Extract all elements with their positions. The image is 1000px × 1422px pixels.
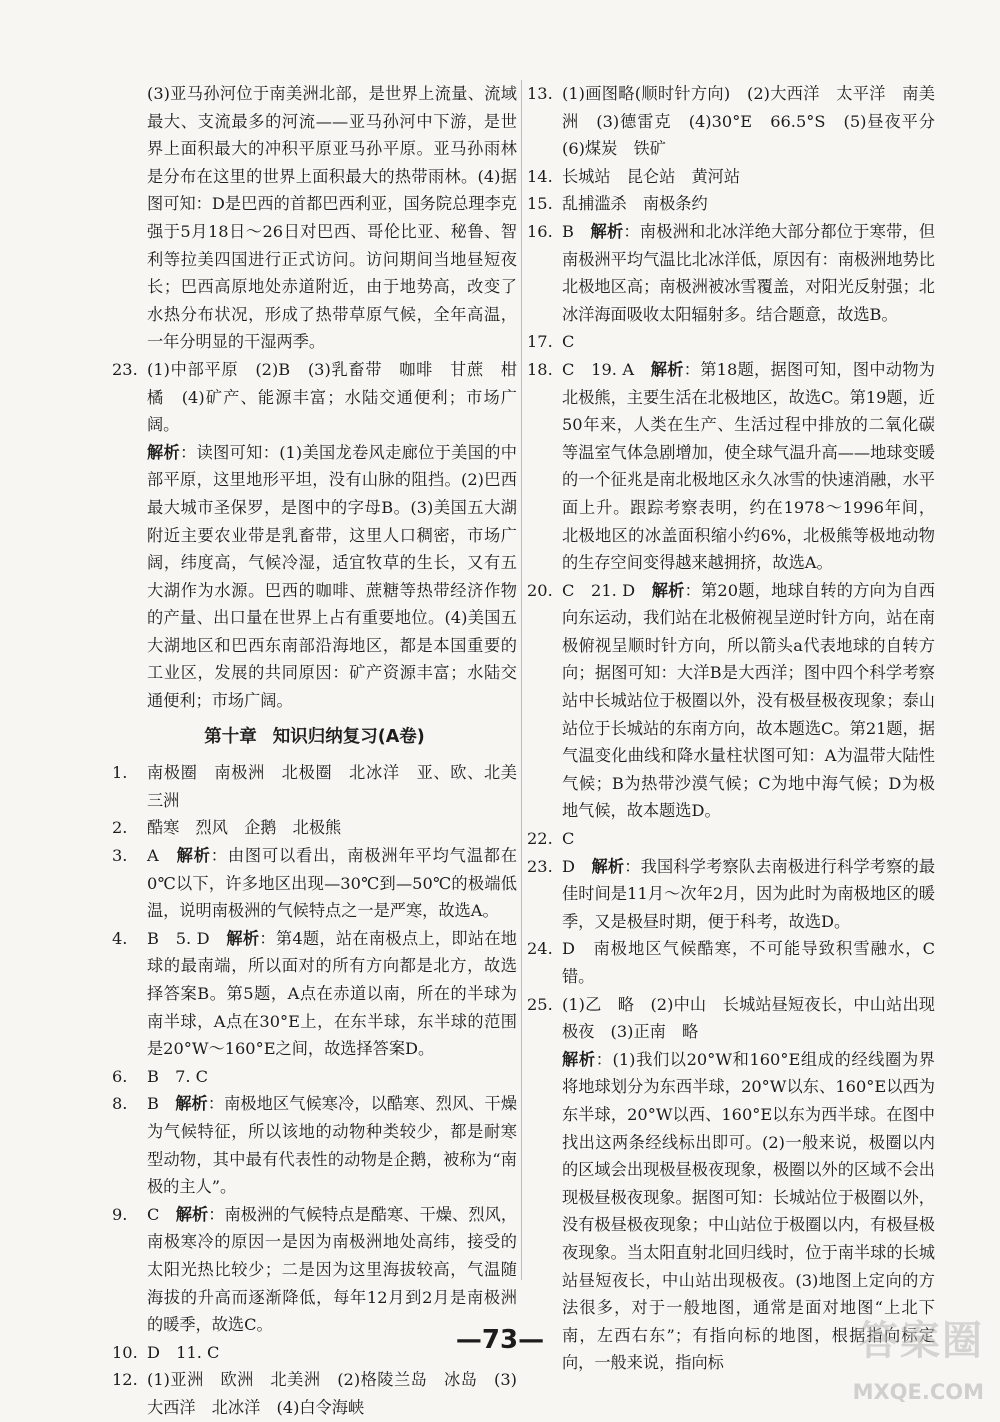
watermark [820,1309,990,1404]
answer-text: D 11. C [147,1342,220,1362]
item-number: 14. [527,166,553,186]
answer-17 [527,328,935,356]
answer-3 [112,842,517,925]
item-number: 25. [527,994,553,1014]
watermark-logo: 答案圈 [858,1318,984,1364]
answer-text: 乱捕滥杀 南极条约 [562,194,708,214]
answer-text [147,1090,517,1200]
item-number: 9. [112,1204,128,1224]
answer-choice: C 19. A [562,359,651,379]
answer-text: C [562,829,575,849]
analysis-label: 解析 [175,1094,208,1114]
analysis-text: ：读图可知：(1)美国龙卷风走廊位于美国的中部平原，这里地形平坦，没有山脉的阻挡。(2)巴西最大城市圣保罗，是图中的字母B。(3)美国五大湖附近主要农业带是乳畜带，这里人口稠密，市场广阔，纬度高，气候冷湿，适宜牧草的生长，又有五大湖作为水源。巴西的咖啡、蔗糖等热带经济作物的产量、出口量在世界上占有重要地位。(4)美国五大湖地区和巴西东南部沿海地区，都是本国重要的工业区，发展的共同原因：矿产资源丰富；水陆交通便利；市场广阔。 [147,442,517,711]
item-number: 8. [112,1094,128,1114]
item-number: 16. [527,221,553,241]
answer-1 [112,759,517,814]
analysis-text: ：由图可以看出，南极洲年平均气温都在0℃以下，许多地区出现—30℃到—50℃的极端低温，说明南极洲的气候特点之一是严寒，故选A。 [147,846,518,921]
answer-text: C [562,332,575,352]
answer-13 [527,80,952,163]
item-number: 20. [527,580,553,600]
item-number: 4. [112,928,128,948]
answer-8 [112,1090,517,1200]
answer-text: (1)中部平原 (2)B (3)乳畜带 咖啡 甘蔗 柑橘 (4)矿产、能源丰富；水陆交通便利；市场广阔。 [147,359,517,435]
item-number: 18. [527,359,553,379]
item-number: 13. [527,84,553,103]
answer-text: B 7. C [147,1066,209,1086]
analysis-label: 解析 [590,221,624,241]
chapter-heading [112,715,517,760]
answer-text: (1)亚洲 欧洲 北美洲 (2)格陵兰岛 冰岛 (3)大西洋 北冰洋 (4)白令海峡 [147,1370,517,1417]
analysis-text: ：第18题，据图可知，图中动物为北极熊，主要生活在北极地区，故选C。第19题，近50年来，人类在生产、生活过程中排放的二氧化碳等温室气体急剧增加，使全球气温升高——地球变暖的一个征兆是南北极地区永久冰雪的快速消融，水平面上升。跟踪考察表明，约在1978～1996年间，北极地区的冰盖面积缩小约6%，北极熊等极地动物的生存空间变得越来越拥挤，故选A。 [562,359,935,573]
analysis-label: 解析 [651,580,685,600]
item-number: 1. [112,763,128,783]
answer-2 [112,814,517,842]
answer-text: 酷寒 烈风 企鹅 北极熊 [147,818,342,838]
answer-20 [527,577,935,825]
analysis-label: 解析 [650,359,684,379]
item-number: 3. [112,846,128,866]
chapter-title: 知识归纳复习(A卷) [272,726,425,747]
answer-text: 长城站 昆仑站 黄河站 [562,166,741,186]
answer-22 [527,825,935,853]
q22-continuation: (3)亚马孙河位于南美洲北部，是世界上流量、流域最大、支流最多的河流——亚马孙河中下游，是世界上面积最大的冲积平原亚马孙平原。亚马孙雨林是分布在这里的世界上面积最大的热带雨林。(4)据图可知：D是巴西的首都巴西利亚，国务院总理李克强于5月18日～26日对巴西、哥伦比亚、秘鲁、智利等拉美四国进行正式访问。访问期间当地昼短夜长；巴西高原地处赤道附近，由于地势高，改变了水热分布状况，形成了热带草原气候，全年高温，一年分明显的干湿两季。 [147,84,517,352]
answer-text [147,1201,517,1339]
answer-text [562,577,935,825]
column-divider [521,80,522,1280]
item-number: 15. [527,194,553,214]
item-number: 2. [112,818,128,838]
answer-choice: A [147,846,177,866]
item-number: 12. [112,1370,138,1390]
answer-text: (1)乙 略 (2)中山 长城站昼短夜长，中山站出现极夜 (3)正南 略 [562,994,935,1042]
item-number: 17. [527,332,553,352]
answer-choice: C 21. D [562,580,652,600]
item-number: 24. [527,939,553,959]
answer-4 [112,925,517,1063]
answer-15 [527,190,935,218]
item-number: 6. [112,1066,128,1086]
watermark-url: MXQE.COM [852,1380,984,1404]
analysis-text: ：南极洲的气候特点是酷寒、干燥、烈风，南极寒冷的原因一是因为南极洲地处高纬，接受的太阳光热比较少；二是因为这里海拔较高，气温随海拔的升高而逐渐降低，每年12月到2月是南极洲的暖季，故选C。 [147,1204,518,1335]
analysis-text: 南极地区气候酷寒，不可能导致积雪融水，C错。 [562,939,936,986]
left-column [112,80,517,1422]
answer-text: (1)画图略(顺时针方向) (2)大西洋 太平洋 南美洲 (3)德雷克 (4)30°E 66.5°S (5)昼夜平分 (6)煤炭 铁矿 [562,84,952,159]
item-number: 10. [112,1342,138,1362]
analysis-text: ：我国科学考察队去南极进行科学考察的最佳时间是11月～次年2月，因为此时为南极地区的暖季，又是极昼时期，便于科考，故选D。 [562,856,936,931]
answer-18 [527,356,935,577]
answer-16 [527,218,935,328]
analysis-text: ：南极地区气候寒冷，以酷寒、烈风、干燥为气候特征，所以该地的动物种类较少，都是耐寒型动物，其中最有代表性的动物是企鹅，被称为“南极的主人”。 [147,1094,517,1197]
answer-text [147,842,517,925]
answer-text [147,925,517,1063]
answer-25 [527,991,935,1046]
answer-23 [112,356,517,439]
answer-text: 南极圈 南极洲 北极圈 北冰洋 亚、欧、北美三洲 [147,763,517,810]
answer-24 [527,935,935,990]
answer-choice: C [147,1204,176,1224]
answer-9 [112,1201,517,1339]
analysis-text: ：南极洲和北冰洋绝大部分都位于寒带，但南极洲平均气温比北冰洋低，原因有：南极洲地势比北极地区高；南极洲被冰雪覆盖，对阳光反射强；北冰洋海面吸收太阳辐射多。结合题意，故选B。 [562,221,936,324]
item-number: 23. [112,359,138,379]
answer-choice: B 5. D [147,928,227,948]
answer-choice: B [147,1094,176,1114]
answer-12 [112,1366,517,1421]
answer-text [562,935,935,990]
answer-6 [112,1063,517,1091]
right-column [527,80,952,1377]
analysis-text: ：(1)我们以20°W和160°E组成的经线圈为界将地球划分为东西半球，20°W以东、160°E以西为东半球，20°W以西、160°E以东为西半球。在图中找出这两条经线标出即可。(2)一般来说，极圈以内的区域会出现极昼极夜现象，极圈以外的区域不会出现极昼极夜现象。据图可知：长城站位于极圈以外，没有极昼极夜现象；中山站位于极圈以内，有极昼极夜现象。当太阳直射北回归线时，位于南半球的长城站昼短夜长，中山站出现极夜。(3)地图上定向的方法很多，对于一般地图，通常是面对地图“上北下南，左西右东”；有指向标的地图，根据指向标定向，一般来说，指向标 [562,1049,935,1373]
analysis-label: 解析 [176,846,211,866]
analysis-label: 解析 [562,1049,596,1069]
answer-23-right [527,853,935,936]
item-number: 23. [527,856,553,876]
chapter-number: 第十章 [204,726,257,747]
answer-text [562,853,935,936]
answer-14 [527,163,935,191]
item-number: 22. [527,829,553,849]
analysis-label: 解析 [147,442,181,462]
analysis-label: 解析 [591,856,625,876]
analysis-label: 解析 [175,1204,209,1224]
analysis-label: 解析 [226,928,260,948]
analysis-text: ：第4题，站在南极点上，即站在地球的最南端，所以面对的所有方向都是北方，故选择答案B。第5题，A点在赤道以南，所在的半球为南半球，A点在30°E上，在东半球，东半球的范围是20°W～160°E之间，故选择答案D。 [147,928,517,1059]
answer-text [562,356,935,577]
answer-choice: D [562,856,592,876]
answer-choice: D [562,939,594,959]
answer-23-analysis [112,439,517,715]
answer-text [562,218,935,328]
analysis-text: ：第20题，地球自转的方向为自西向东运动，我们站在北极俯视呈逆时针方向，站在南极俯视呈顺时针方向，所以箭头a代表地球的自转方向；据图可知：大洋B是大西洋；图中四个科学考察站中长城站位于极圈以外，没有极昼极夜现象；泰山站位于长城站的东南方向，故本题选C。第21题，据气温变化曲线和降水量柱状图可知：A为温带大陆性气候；B为热带沙漠气候；C为地中海气候；D为极地气候，故本题选D。 [562,580,935,821]
page-number: —73— [455,1325,545,1355]
answer-choice: B [562,221,591,241]
